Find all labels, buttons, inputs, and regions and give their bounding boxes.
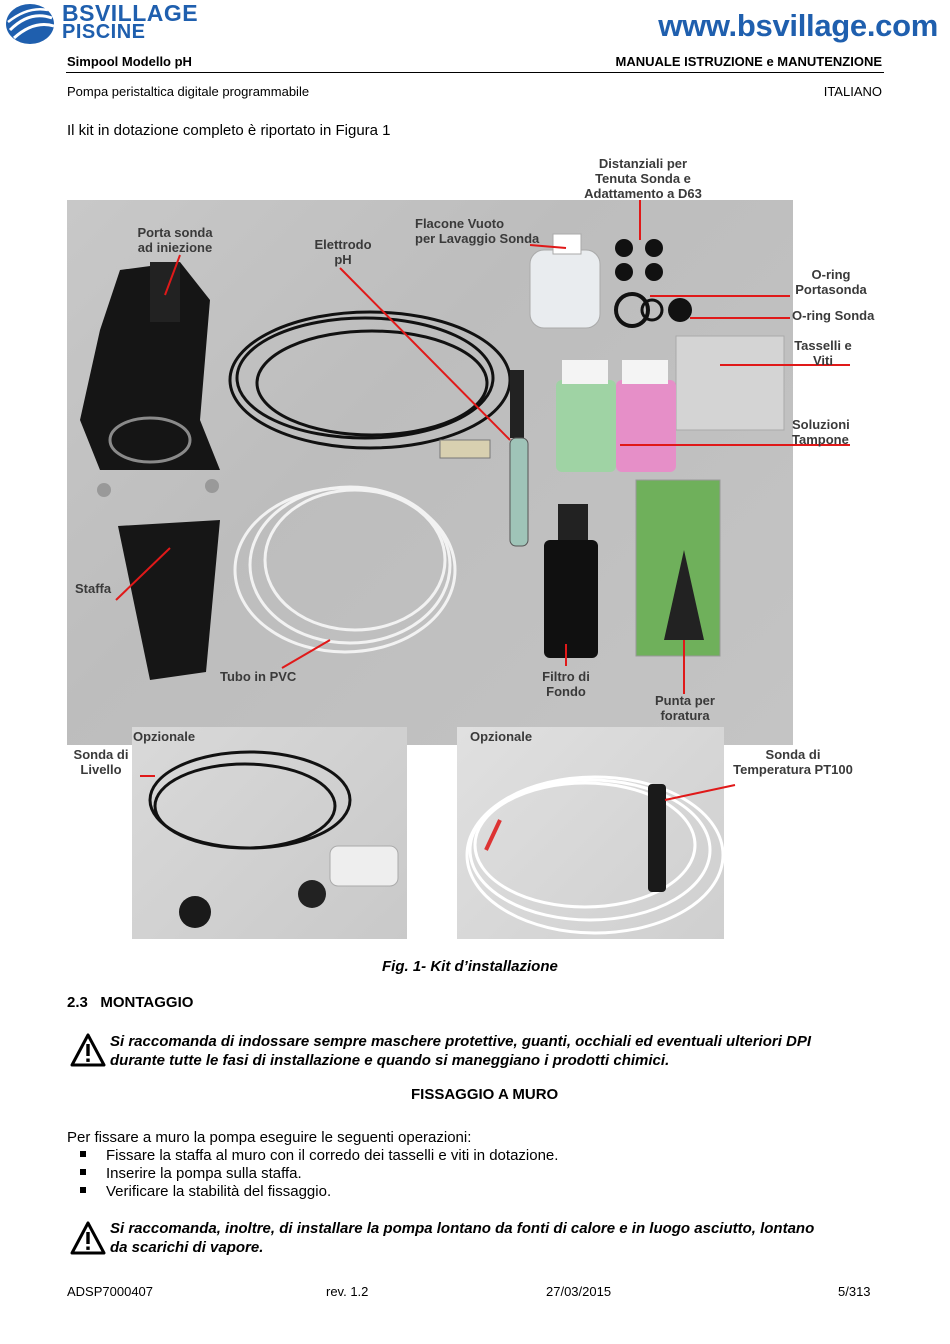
label-distanziali: Distanziali per Tenuta Sonda e Adattamento a D63 (584, 156, 702, 201)
section-number: 2.3 (67, 994, 88, 1011)
logo-wordmark-line1: BSVILLAGE (62, 0, 199, 26)
list-item: Inserire la pompa sulla staffa. (80, 1164, 302, 1183)
warning-ppe: Si raccomanda di indossare sempre maschere protettive, guanti, occhiali ed eventuali ulteriori DPI durante tutte le fasi di installazione e quando si maneggiano i prodotti chimici. (110, 1033, 812, 1069)
pvc-tube-shape (235, 487, 455, 652)
footer-page-number: 5/313 (838, 1284, 871, 1299)
site-url[interactable]: www.bsvillage.com (658, 8, 938, 43)
buffer-ph4-shape (616, 380, 676, 472)
manual-title: MANUALE ISTRUZIONE e MANUTENZIONE (615, 54, 882, 69)
section-title: MONTAGGIO (100, 994, 194, 1011)
product-subtitle: Pompa peristaltica digitale programmabile (67, 84, 310, 99)
section-heading (67, 994, 193, 1011)
screws-bag-shape (676, 336, 784, 430)
warning-heat: Si raccomanda, inoltre, di installare la pompa lontano da fonti di calore e in luogo asciutto, lontano da scarichi di vapore. (110, 1220, 815, 1256)
footer-revision: rev. 1.2 (326, 1284, 369, 1299)
level-probe-cable-shape (150, 752, 350, 848)
label-oring-portasonda: O-ring Portasonda (795, 267, 867, 297)
label-sonda-temperatura: Sonda di Temperatura PT100 (733, 747, 853, 777)
label-oring-sonda: O-ring Sonda (792, 308, 875, 323)
label-porta-sonda: Porta sonda ad iniezione (137, 225, 213, 255)
label-opzionale-livello: Opzionale (133, 729, 196, 744)
probe-holder-shape (80, 262, 220, 497)
label-sonda-livello: Sonda di Livello (73, 747, 129, 777)
wash-bottle-shape (530, 250, 600, 328)
buffer-ph7-shape (556, 380, 616, 472)
electrode-cable-shape (230, 312, 510, 448)
temperature-probe-cable-shape (467, 777, 723, 933)
label-staffa: Staffa (75, 581, 112, 596)
leader-lines (116, 200, 850, 800)
label-tasselli: Tasselli e Viti (794, 338, 852, 368)
bullet-icon (80, 1187, 86, 1193)
footer-doc-code: ADSP7000407 (67, 1284, 154, 1299)
figure-caption: Fig. 1- Kit d’installazione (382, 958, 558, 975)
label-filtro: Filtro di Fondo (542, 669, 590, 699)
bullet-icon (80, 1169, 86, 1175)
label-tubo: Tubo in PVC (220, 669, 297, 684)
list-item: Verificare la stabilità del fissaggio. (80, 1182, 331, 1201)
warning-icon (70, 1033, 106, 1067)
bullet-icon (80, 1151, 86, 1157)
filter-shape (544, 540, 598, 658)
label-flacone: Flacone Vuoto per Lavaggio Sonda (415, 216, 540, 246)
label-opzionale-temperatura: Opzionale (470, 729, 533, 744)
language-label: ITALIANO (823, 84, 882, 99)
model-name: Simpool Modello pH (67, 54, 192, 69)
warning-icon (70, 1221, 106, 1255)
bracket-shape (118, 520, 220, 680)
spacers-shape (615, 239, 663, 281)
label-soluzioni: Soluzioni Tampone (792, 417, 850, 447)
intro-paragraph: Il kit in dotazione completo è riportato in Figura 1 (67, 122, 391, 139)
list-item: Fissare la staffa al muro con il corredo dei tasselli e viti in dotazione. (80, 1146, 558, 1165)
subheading-wall-mount: FISSAGGIO A MURO (411, 1086, 559, 1103)
label-punta: Punta per foratura (655, 693, 715, 723)
instructions-lead: Per fissare a muro la pompa eseguire le seguenti operazioni: (67, 1129, 472, 1146)
logo-wordmark-line2: PISCINE (62, 21, 146, 43)
footer-date: 27/03/2015 (546, 1284, 612, 1299)
label-elettrodo: Elettrodo pH (314, 237, 372, 267)
